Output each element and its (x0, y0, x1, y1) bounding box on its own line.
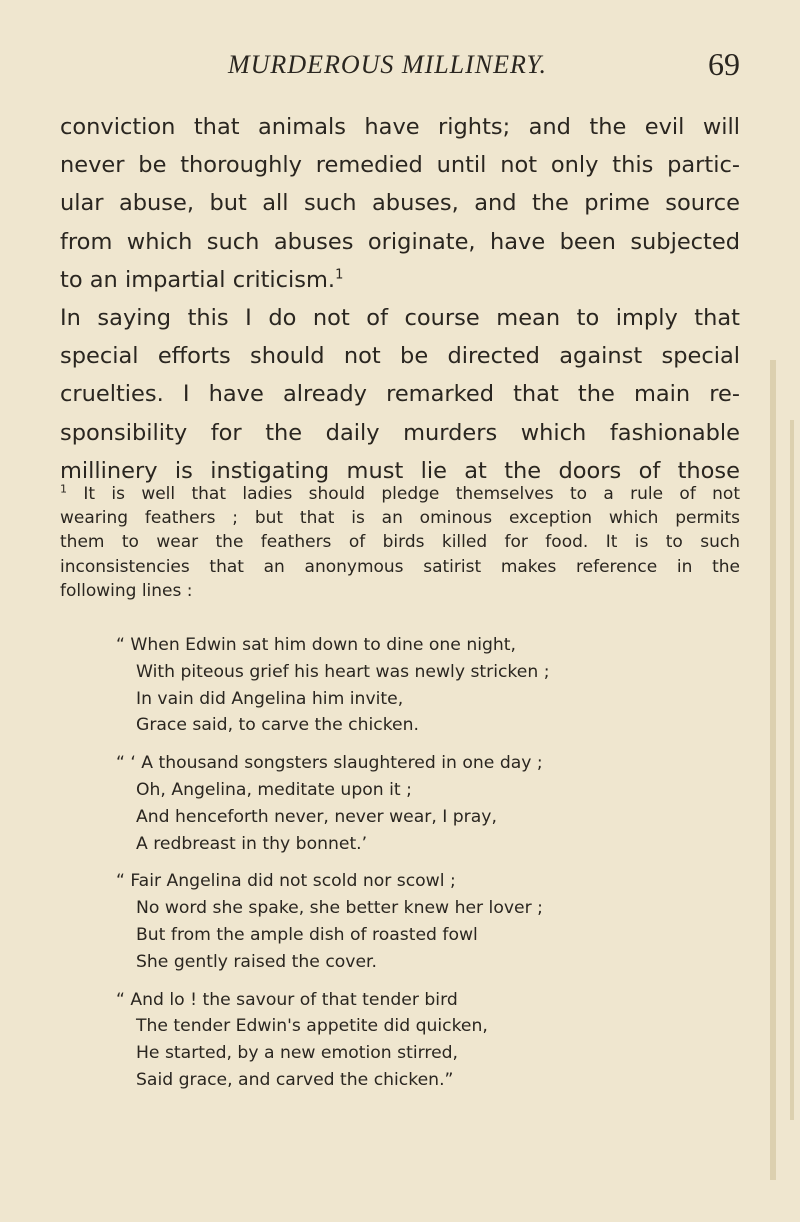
paper-edge-shadow (770, 360, 776, 1180)
footnote-reference: 1 (335, 267, 344, 283)
poem-line: Oh, Angelina, meditate upon it ; (136, 779, 412, 800)
text-line: to an impartial criticism. (60, 266, 336, 293)
footnote (60, 482, 740, 603)
footnote-marker: 1 (60, 482, 67, 496)
poem-line: Grace said, to carve the chicken. (136, 715, 419, 736)
poem-line: “ Fair Angelina did not scold nor scowl ; (116, 871, 456, 892)
poem-stanza (116, 987, 716, 1094)
text-line: from which such abuses originate, have been subjected (60, 228, 740, 255)
poem-line: A redbreast in thy bonnet.’ (136, 833, 368, 854)
poem-stanza (116, 868, 716, 975)
poem-line: “ When Edwin sat him down to dine one night, (116, 635, 517, 655)
footnote-line: wearing feathers ; but that is an ominous exception which permits (60, 508, 740, 529)
text-line: In saying this I do not of course mean to imply that (60, 305, 740, 332)
poem-line: Said grace, and carved the chicken.” (136, 1069, 454, 1090)
text-line: cruelties. I have already remarked that the main re- (60, 381, 740, 408)
text-line-with-footnote (60, 261, 740, 299)
text-line: sponsibility for the daily murders which fashionable (60, 419, 740, 446)
text-line: conviction that animals have rights; and the evil will (60, 114, 740, 140)
paper-edge-shadow (790, 420, 794, 1120)
poem-line: With piteous grief his heart was newly stricken ; (136, 661, 550, 682)
main-text (60, 108, 740, 490)
poem-line: She gently raised the cover. (136, 951, 377, 972)
footnote-line: inconsistencies that an anonymous satirist makes reference in the (60, 556, 740, 577)
poem-line: The tender Edwin's appetite did quicken, (136, 1016, 488, 1037)
poem-line: “ And lo ! the savour of that tender bird (116, 989, 458, 1010)
poem-line: In vain did Angelina him invite, (136, 688, 404, 709)
text-line: ular abuse, but all such abuses, and the prime source (60, 190, 740, 217)
running-head: MURDEROUS MILLINERY. (228, 50, 548, 79)
page-number: 69 (708, 46, 740, 82)
poem-stanza (116, 750, 716, 857)
footnote-line: $^1$ It is well that ladies should pledge themselves to a rule of not (60, 482, 740, 504)
text-line: millinery is instigating must lie at the doors of those (60, 457, 740, 484)
poem-line: But from the ample dish of roasted fowl (136, 924, 478, 945)
poem-line: And henceforth never, never wear, I pray, (136, 806, 497, 827)
poem-line: “ ‘ A thousand songsters slaughtered in one day ; (116, 753, 543, 774)
text-line: never be thoroughly remedied until not only this partic- (60, 152, 740, 179)
footnote-line: them to wear the feathers of birds killed for food. It is to such (60, 532, 740, 553)
text-line: special efforts should not be directed against special (60, 343, 740, 370)
footnote-line: following lines : (60, 580, 193, 601)
poem-line: He started, by a new emotion stirred, (136, 1043, 459, 1064)
poem-line: No word she spake, she better knew her lover ; (136, 898, 543, 919)
poem-stanza (116, 632, 716, 739)
page-header (60, 46, 740, 90)
quoted-poem (116, 632, 716, 1105)
